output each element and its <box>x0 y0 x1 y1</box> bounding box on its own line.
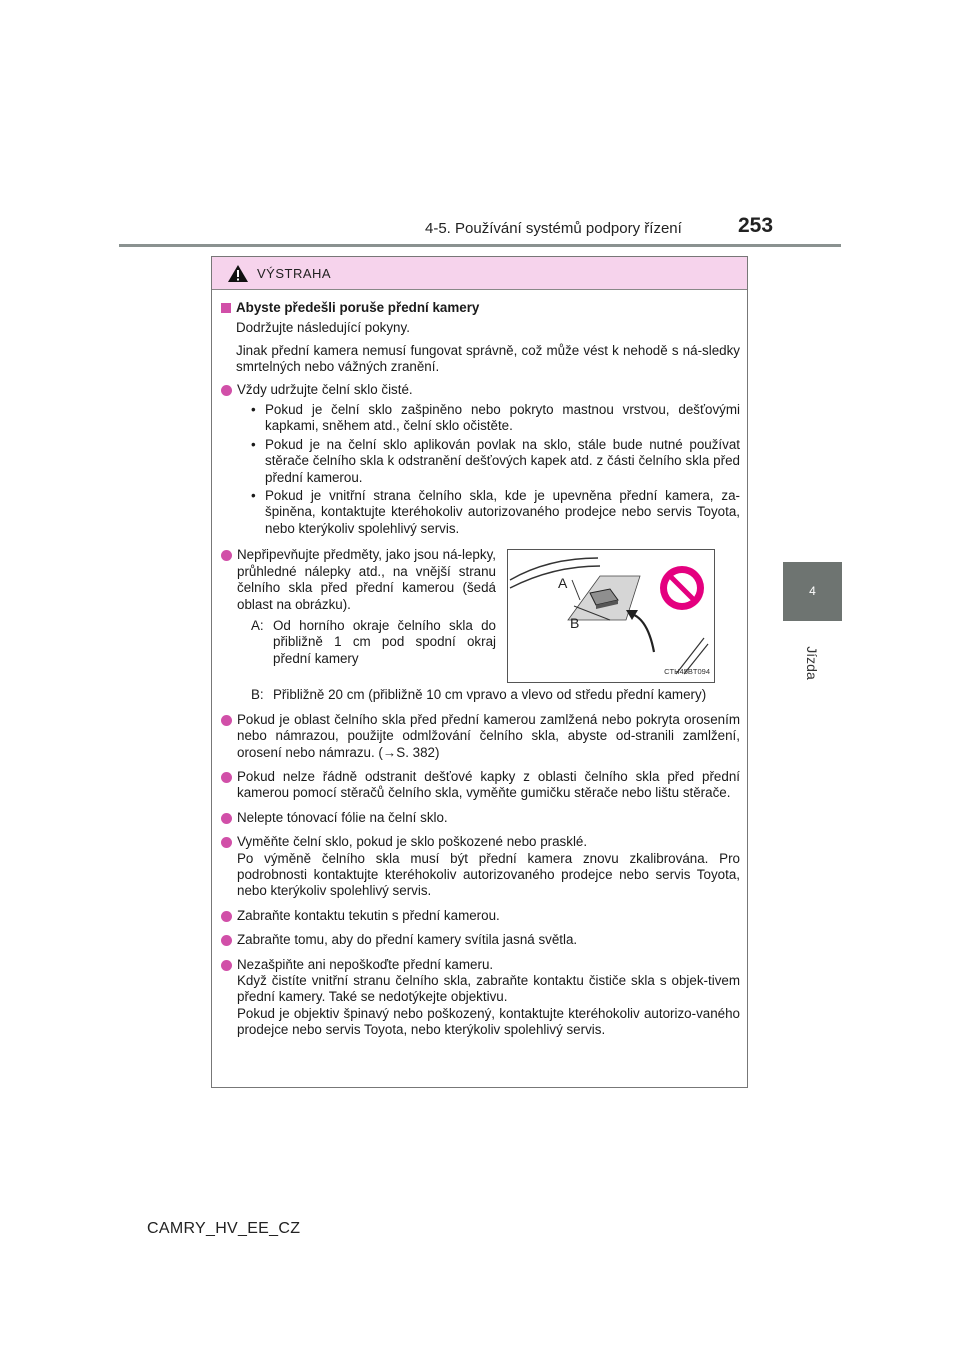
figure-label-a: A <box>558 575 568 592</box>
list-item-text: Pokud nelze řádně odstranit dešťové kapky z oblasti čelního skla před přední kamerou pomocí stěračů čelního skla, vyměňte gumičku stěrače nebo lištu stěrače. <box>237 768 740 801</box>
circle-bullet-icon <box>221 385 232 396</box>
circle-bullet-icon <box>221 550 232 561</box>
warning-triangle-icon <box>227 264 249 283</box>
header-rule <box>119 244 841 247</box>
list-item-text: Vždy udržujte čelní sklo čisté. <box>237 381 413 397</box>
sub-item-text: Pokud je na čelní sklo aplikován povlak na sklo, stále bude nutné používat stěrače čelního skla k odstranění dešťových kapek atd. z části čelního skla před přední kamerou. <box>265 436 740 485</box>
list-item <box>221 957 740 1039</box>
circle-bullet-icon <box>221 813 232 824</box>
warning-label: VÝSTRAHA <box>257 265 332 281</box>
section-heading-text: Abyste předešli poruše přední kamery <box>236 300 480 315</box>
list-item-text: Pokud je oblast čelního skla před přední kamerou zamlžená nebo pokryta orosením nebo námrazou, použijte odmlžování čelního skla, abyste od-stranili zamlžení, orosení nebo námrazu. (→S. 382) <box>237 711 740 760</box>
label-b-row <box>251 687 740 703</box>
label-b-text: Přibližně 20 cm (přibližně 10 cm vpravo a vlevo od středu přední kamery) <box>273 687 707 703</box>
list-item-text: Nezašpiňte ani nepoškoďte přední kameru. Když čistíte vnitřní stranu čelního skla, zabraňte kontaktu čističe skla s objek-tivem přední kamery. Také se nedotýkejte objektivu. Pokud je objektiv špinavý nebo poškozený, kontaktujte kteréhokoliv autorizo-vaného prodejce nebo servis Toyota, nebo kterýkoliv spolehlivý servis. <box>237 956 740 1038</box>
chapter-label: Jízda <box>804 646 820 680</box>
list-item <box>221 382 740 398</box>
list-item-text: Nepřipevňujte předměty, jako jsou ná-lepky, průhledné nálepky atd., na vnější stranu čelního skla před přední kamerou (šedá oblast na obrázku). <box>237 547 496 612</box>
list-item <box>221 908 740 924</box>
circle-bullet-icon <box>221 715 232 726</box>
page-number: 253 <box>738 214 774 237</box>
list-item-text: Zabraňte tomu, aby do přední kamery svítila jasná světla. <box>237 932 578 948</box>
list-item <box>221 834 740 900</box>
circle-bullet-icon <box>221 772 232 783</box>
warning-box <box>211 256 748 1088</box>
circle-bullet-icon <box>221 960 232 971</box>
label-a-key: A: <box>251 617 264 633</box>
header-title: 4-5. Používání systémů podpory řízení <box>425 220 682 237</box>
label-a-text: Od horního okraje čelního skla do přibližně 1 cm pod spodní okraj přední kamery <box>273 617 496 666</box>
intro-paragraph: Dodržujte následující pokyny. <box>236 320 410 336</box>
document-code: CAMRY_HV_EE_CZ <box>147 1220 301 1237</box>
figure-row <box>221 547 740 683</box>
windshield-camera-illustration <box>508 550 714 682</box>
label-a-row <box>251 618 496 667</box>
list-item-text: Nelepte tónovací fólie na čelní sklo. <box>237 809 448 825</box>
sub-item-text: Pokud je čelní sklo zašpiněno nebo pokryto mastnou vrstvou, dešťovými kapkami, sněhem atd., čelní sklo očistěte. <box>265 402 740 434</box>
list-item <box>221 932 740 948</box>
square-bullet-icon <box>221 303 231 313</box>
sub-item: • Pokud je vnitřní strana čelního skla, kde je upevněna přední kamera, za-špiněna, kontaktujte kteréhokoliv autorizovaného prodejce nebo servis Toyota, nebo kterýkoliv spolehlivý servis. <box>251 488 740 536</box>
sub-item: • Pokud je čelní sklo zašpiněno nebo pokryto mastnou vrstvou, dešťovými kapkami, sněhem atd., čelní sklo očistěte. <box>251 402 740 434</box>
list-item <box>221 712 740 761</box>
section-heading <box>221 300 740 316</box>
list-item <box>221 769 740 802</box>
list-item-text: Zabraňte kontaktu tekutin s přední kamerou. <box>237 907 500 923</box>
warning-header <box>212 257 747 290</box>
circle-bullet-icon <box>221 911 232 922</box>
circle-bullet-icon <box>221 837 232 848</box>
intro-paragraph: Jinak přední kamera nemusí fungovat správně, což může vést k nehodě s ná-sledky smrtelných nebo vážných zranění. <box>236 342 740 375</box>
sub-item-text: Pokud je vnitřní strana čelního skla, kde je upevněna přední kamera, za-špiněna, kontaktujte kteréhokoliv autorizovaného prodejce nebo servis Toyota, nebo kterýkoliv spolehlivý servis. <box>265 488 740 536</box>
chapter-tab: 4 <box>783 562 842 621</box>
figure-caption: CTH45BT094 <box>664 666 710 676</box>
list-item-text: Vyměňte čelní sklo, pokud je sklo poškozené nebo prasklé. Po výměně čelního skla musí být přední kamera znovu zkalibrována. Pro podrobnosti kontaktujte kteréhokoliv autorizovaného prodejce nebo servis Toyota, nebo kterýkoliv spolehlivý servis. <box>237 834 740 899</box>
list-item <box>221 547 496 613</box>
sub-item: • Pokud je na čelní sklo aplikován povlak na sklo, stále bude nutné používat stěrače čelního skla k odstranění dešťových kapek atd. z části čelního skla před přední kamerou. <box>251 436 740 485</box>
circle-bullet-icon <box>221 935 232 946</box>
windshield-figure <box>507 549 715 683</box>
warning-body <box>212 290 747 1039</box>
label-b-key: B: <box>251 687 264 703</box>
figure-label-b: B <box>570 615 580 632</box>
list-item <box>221 810 740 826</box>
